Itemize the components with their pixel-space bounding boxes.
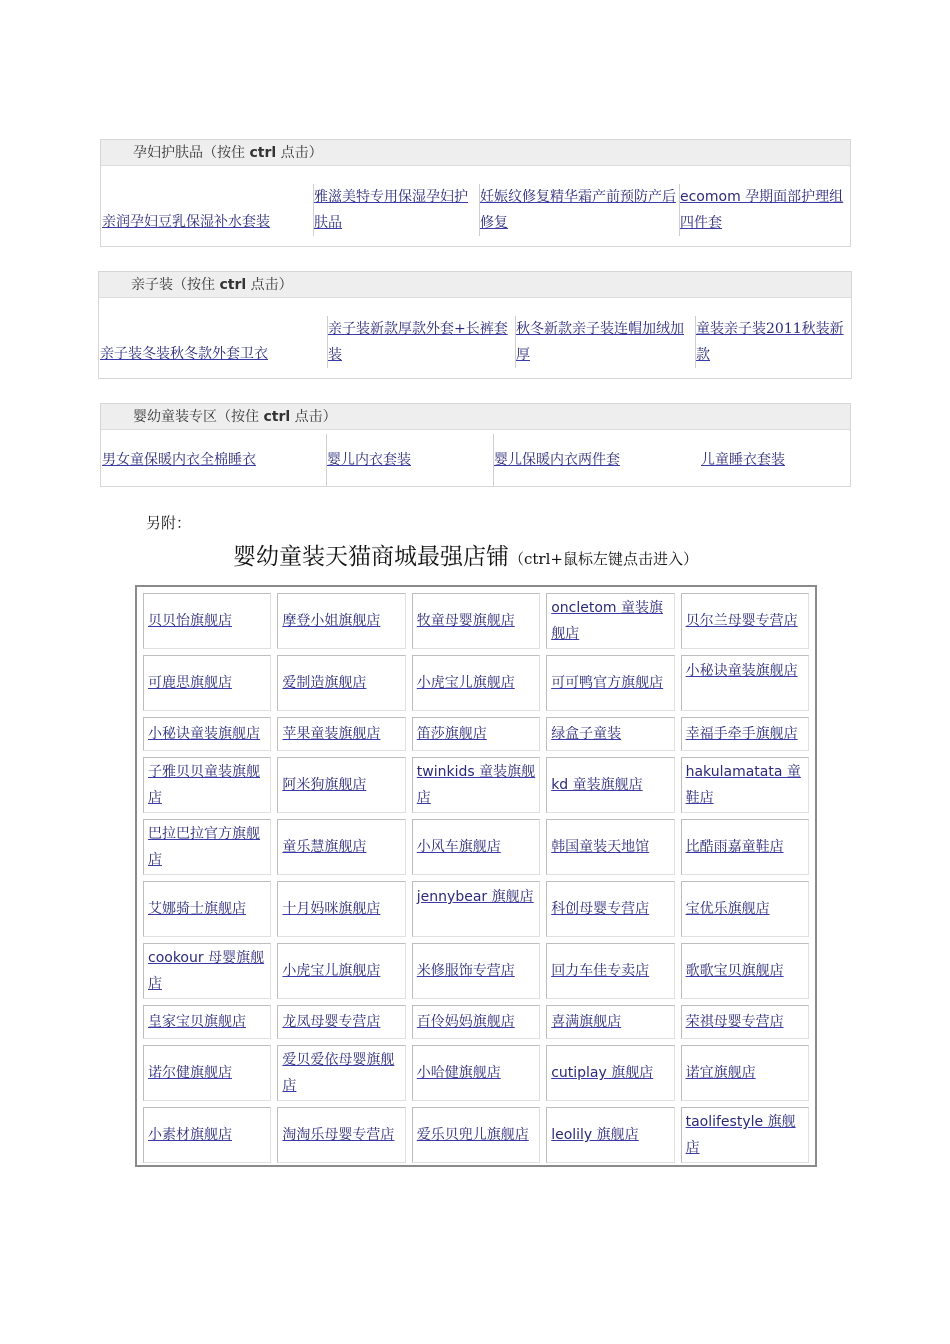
store-cell[interactable] (412, 1005, 540, 1039)
store-link[interactable]: 宝优乐旗舰店 (685, 901, 770, 917)
panel-baby-clothing (100, 403, 851, 487)
store-link[interactable]: 小哈健旗舰店 (416, 1065, 501, 1081)
store-link[interactable]: 幸福手牵手旗舰店 (685, 726, 798, 742)
store-link[interactable]: 诺宜旗舰店 (685, 1065, 756, 1081)
store-cell[interactable] (681, 881, 809, 937)
store-cell[interactable] (277, 1107, 405, 1163)
store-link[interactable]: cutiplay 旗舰店 (551, 1065, 654, 1081)
store-cell[interactable] (143, 943, 271, 999)
store-cell[interactable] (546, 1005, 674, 1039)
store-cell[interactable] (546, 717, 674, 751)
store-link[interactable]: 巴拉巴拉官方旗舰店 (148, 826, 260, 868)
stores-table (135, 585, 817, 1167)
store-cell[interactable] (412, 717, 540, 751)
store-cell[interactable] (277, 717, 405, 751)
store-link[interactable]: jennybear 旗舰店 (416, 889, 534, 905)
store-cell[interactable] (546, 943, 674, 999)
stores-grid (143, 593, 809, 1159)
store-cell[interactable] (277, 819, 405, 875)
store-link[interactable]: 喜满旗舰店 (551, 1014, 622, 1030)
product-link[interactable]: 亲子装冬装秋冬款外套卫衣 (100, 346, 268, 362)
store-cell[interactable] (143, 819, 271, 875)
store-cell[interactable] (681, 1107, 809, 1163)
store-cell[interactable] (143, 1107, 271, 1163)
store-link[interactable]: oncletom 童装旗舰店 (551, 600, 663, 642)
store-link[interactable]: 皇家宝贝旗舰店 (148, 1014, 246, 1030)
product-link[interactable]: 雅滋美特专用保湿孕妇护肤品 (313, 184, 479, 236)
store-cell[interactable] (277, 593, 405, 649)
store-link[interactable]: 比酷雨嘉童鞋店 (685, 839, 784, 855)
store-cell[interactable] (681, 1005, 809, 1039)
store-cell[interactable] (412, 1107, 540, 1163)
product-link[interactable]: 婴儿保暖内衣两件套 (493, 434, 694, 486)
panel-header: 亲子装（按住 ctrl 点击） (99, 272, 851, 298)
store-cell[interactable] (277, 943, 405, 999)
store-link[interactable]: 诺尔健旗舰店 (148, 1065, 232, 1081)
store-cell[interactable] (681, 655, 809, 711)
store-link[interactable]: twinkids 童装旗舰店 (416, 764, 536, 806)
store-link[interactable]: 摩登小姐旗舰店 (282, 613, 381, 629)
store-cell[interactable] (681, 593, 809, 649)
store-cell[interactable] (277, 757, 405, 813)
store-link[interactable]: 牧童母婴旗舰店 (416, 613, 515, 629)
product-link[interactable]: 儿童睡衣套装 (701, 452, 785, 468)
store-cell[interactable] (143, 1005, 271, 1039)
store-cell[interactable] (681, 819, 809, 875)
store-link[interactable]: 韩国童装天地馆 (551, 839, 650, 855)
store-link[interactable]: 歌歌宝贝旗舰店 (685, 963, 784, 979)
store-link[interactable]: 艾娜骑士旗舰店 (148, 901, 246, 917)
store-link[interactable]: leolily 旗舰店 (551, 1127, 639, 1143)
store-link[interactable]: 小素材旗舰店 (148, 1127, 232, 1143)
store-link[interactable]: 十月妈咪旗舰店 (282, 901, 381, 917)
store-link[interactable]: 荣祺母婴专营店 (685, 1014, 784, 1030)
panel-maternity-skincare (100, 139, 851, 247)
product-link[interactable]: 妊娠纹修复精华霜产前预防产后修复 (479, 184, 680, 236)
store-cell[interactable] (681, 757, 809, 813)
store-link[interactable]: 苹果童装旗舰店 (282, 726, 381, 742)
store-cell[interactable] (143, 757, 271, 813)
store-cell[interactable] (143, 593, 271, 649)
product-link[interactable]: 婴儿内衣套装 (326, 434, 487, 486)
store-link[interactable]: 小风车旗舰店 (416, 839, 501, 855)
stores-title: 婴幼童装天猫商城最强店铺（ctrl+鼠标左键点击进入） (233, 544, 698, 570)
product-link[interactable]: 童装亲子装2011秋装新款 (695, 316, 852, 368)
product-link[interactable]: 男女童保暖内衣全棉睡衣 (102, 452, 256, 468)
store-link[interactable]: kd 童装旗舰店 (551, 777, 643, 793)
store-link[interactable]: 淘淘乐母婴专营店 (282, 1127, 395, 1143)
store-link[interactable]: 可鹿思旗舰店 (148, 675, 232, 691)
store-link[interactable]: 龙凤母婴专营店 (282, 1014, 381, 1030)
store-link[interactable]: cookour 母婴旗舰店 (148, 950, 265, 992)
store-link[interactable]: hakulamatata 童鞋店 (685, 764, 801, 806)
store-cell[interactable] (546, 819, 674, 875)
store-cell[interactable] (412, 943, 540, 999)
product-link[interactable]: ecomom 孕期面部护理组四件套 (679, 184, 852, 236)
store-cell[interactable] (546, 1045, 674, 1101)
store-cell[interactable] (412, 819, 540, 875)
store-link[interactable]: 子雅贝贝童装旗舰店 (148, 764, 260, 806)
store-cell[interactable] (143, 717, 271, 751)
store-cell[interactable] (681, 1045, 809, 1101)
store-cell[interactable] (143, 881, 271, 937)
panel-header: 孕妇护肤品（按住 ctrl 点击） (101, 140, 850, 166)
store-link[interactable]: 爱贝爱依母婴旗舰店 (282, 1052, 395, 1094)
store-cell[interactable] (681, 943, 809, 999)
store-cell[interactable] (143, 1045, 271, 1101)
store-link[interactable]: 绿盒子童装 (551, 726, 622, 742)
store-link[interactable]: 小秘诀童装旗舰店 (148, 726, 260, 742)
store-link[interactable]: 童乐慧旗舰店 (282, 839, 367, 855)
store-cell[interactable] (546, 593, 674, 649)
store-link[interactable]: 贝贝怡旗舰店 (148, 613, 232, 629)
store-cell[interactable] (412, 1045, 540, 1101)
store-cell[interactable] (277, 1005, 405, 1039)
store-cell[interactable] (277, 1045, 405, 1101)
store-cell[interactable] (546, 1107, 674, 1163)
product-link[interactable]: 亲子装新款厚款外套+长裤套装 (327, 316, 515, 368)
store-cell[interactable] (546, 757, 674, 813)
store-link[interactable]: 科创母婴专营店 (551, 901, 650, 917)
store-link[interactable]: 爱制造旗舰店 (282, 675, 367, 691)
panel-header: 婴幼童装专区（按住 ctrl 点击） (101, 404, 850, 430)
store-link[interactable]: 小虎宝儿旗舰店 (282, 963, 381, 979)
store-cell[interactable] (546, 655, 674, 711)
store-link[interactable]: 小虎宝儿旗舰店 (416, 675, 515, 691)
store-link[interactable]: 米修服饰专营店 (416, 963, 515, 979)
store-cell[interactable] (681, 717, 809, 751)
store-link[interactable]: 笛莎旗舰店 (416, 726, 487, 742)
store-link[interactable]: taolifestyle 旗舰店 (685, 1114, 796, 1156)
store-cell[interactable] (277, 881, 405, 937)
store-cell[interactable] (412, 655, 540, 711)
store-cell[interactable] (143, 655, 271, 711)
store-link[interactable]: 阿米狗旗舰店 (282, 777, 367, 793)
product-link[interactable]: 亲润孕妇豆乳保湿补水套装 (102, 214, 270, 230)
panel-parent-child-wear (98, 271, 852, 379)
store-cell[interactable] (546, 881, 674, 937)
store-link[interactable]: 百伶妈妈旗舰店 (416, 1014, 515, 1030)
store-link[interactable]: 爱乐贝兜儿旗舰店 (416, 1127, 529, 1143)
stores-hint: （ctrl+鼠标左键点击进入） (509, 550, 698, 568)
store-cell[interactable] (412, 593, 540, 649)
store-link[interactable]: 小秘诀童装旗舰店 (685, 663, 798, 679)
store-cell[interactable] (412, 881, 540, 937)
product-link[interactable]: 秋冬新款亲子装连帽加绒加厚 (515, 316, 696, 368)
store-link[interactable]: 贝尔兰母婴专营店 (685, 613, 798, 629)
store-link[interactable]: 可可鸭官方旗舰店 (551, 675, 664, 691)
store-cell[interactable] (412, 757, 540, 813)
store-cell[interactable] (277, 655, 405, 711)
appendix-label: 另附： (146, 514, 192, 532)
store-link[interactable]: 回力车佳专卖店 (551, 963, 650, 979)
